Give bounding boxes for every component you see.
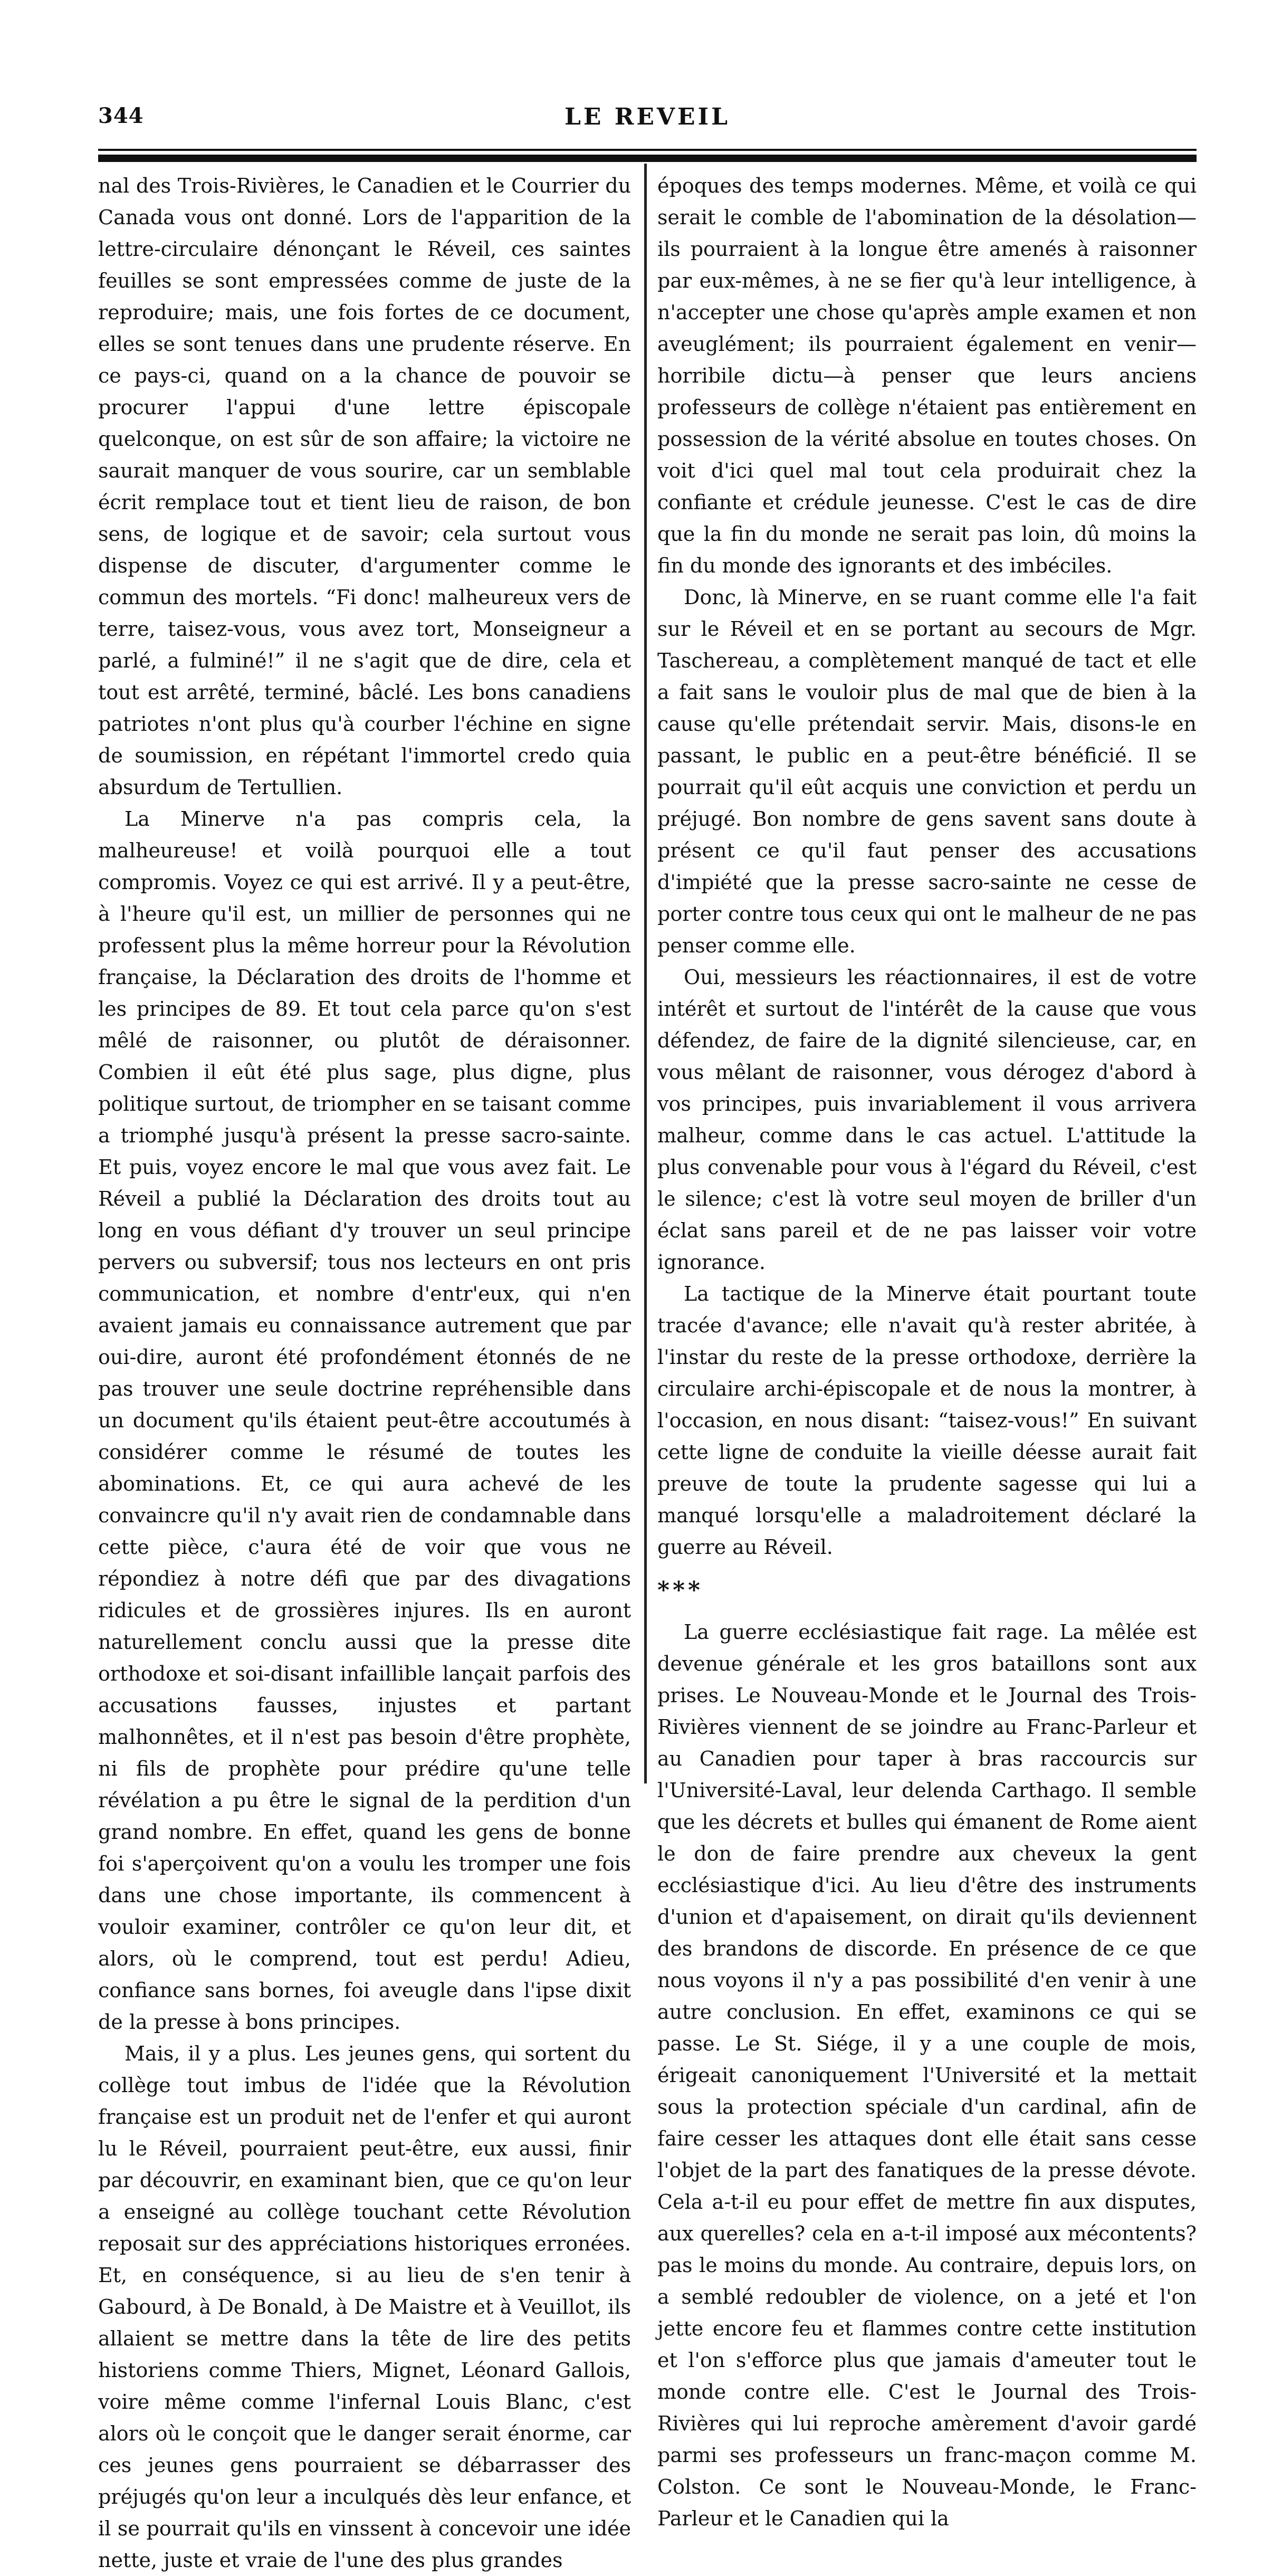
header-rule-thick (98, 155, 1197, 162)
right-paragraph-2: Donc, là Minerve, en se ruant comme elle l'a fait sur le Réveil et en se portant au secours de Mgr. Taschereau, a complètement manqué de tact et elle a fait sans le vouloir plus de mal que de bien à la cause qu'elle prétendait servir. Mais, disons-le en passant, le public en a peut-être bénéficié. Il se pourrait qu'il eût acquis une conviction et perdu un préjugé. Bon nombre de gens savent sans doute à présent ce qu'il faut penser des accusations d'impiété que la presse sacro-sainte ne cesse de porter contre tous ceux qui ont le malheur de ne pas penser comme elle. (657, 586, 1197, 957)
right-paragraph-4: La tactique de la Minerve était pourtant toute tracée d'avance; elle n'avait qu'à rester abritée, à l'instar du reste de la presse orthodoxe, derrière la circulaire archi-épiscopale et de nous la montrer, à l'occasion, en nous disant: “taisez-vous!” En suivant cette ligne de conduite la vieille déesse aurait fait preuve de toute la prudente sagesse qui lui a manqué lorsqu'elle a maladroitement déclaré la guerre au Réveil. (657, 1282, 1197, 1559)
left-paragraph-3: Mais, il y a plus. Les jeunes gens, qui sortent du collège tout imbus de l'idée que la Révolution française est un produit net de l'enfer et qui auront lu le Réveil, pourraient peut-être, eux aussi, finir par découvrir, en examinant bien, que ce qu'on leur a enseigné au collège touchant cette Révolution reposait sur des appréciations historiques erronées. Et, en conséquence, si au lieu de s'en tenir à Gabourd, à De Bonald, à De Maistre et à Veuillot, ils allaient se mettre dans la tête de lire des petits historiens comme Thiers, Mignet, Léonard Gallois, voire même comme l'infernal Louis Blanc, c'est alors où le conçoit que le danger serait énorme, car ces jeunes gens pourraient se débarrasser des préjugés qu'on leur a inculqués dès leur enfance, et il se pourrait qu'ils en vinssent à concevoir une idée nette, juste et vraie de l'une des plus grandes (98, 2042, 631, 2572)
left-column (98, 170, 631, 2572)
page-header (98, 103, 1197, 135)
right-paragraph-5: La guerre ecclésiastique fait rage. La mêlée est devenue générale et les gros bataillons sont aux prises. Le Nouveau-Monde et le Journal des Trois-Rivières viennent de se joindre au Franc-Parleur et au Canadien pour taper à bras raccourcis sur l'Université-Laval, leur delenda Carthago. Il semble que les décrets et bulles qui émanent de Rome aient le don de faire prendre aux cheveux la gent ecclésiastique d'ici. Au lieu d'être des instruments d'union et d'apaisement, on dirait qu'ils deviennent des brandons de discorde. En présence de ce que nous voyons il n'y a pas possibilité d'en venir à une autre conclusion. En effet, examinons ce qui se passe. Le St. Siége, il y a une couple de mois, érigeait canoniquement l'Université et la mettait sous la protection spéciale d'un cardinal, afin de faire cesser les attaques dont elle était sans cesse l'objet de la part des fanatiques de la presse dévote. Cela a-t-il eu pour effet de mettre fin aux disputes, aux querelles? cela en a-t-il imposé aux mécontents? pas le moins du monde. Au contraire, depuis lors, on a semblé redoubler de violence, on a jeté et l'on jette encore feu et flammes contre cette institution et l'on s'efforce plus que jamais d'ameuter tout le monde contre elle. C'est le Journal des Trois-Rivières qui lui reproche amèrement d'avoir gardé parmi ses professeurs un franc-maçon comme M. Colston. Ce sont le Nouveau-Monde, le Franc-Parleur et le Canadien qui la (657, 1620, 1197, 2530)
left-paragraph-1: nal des Trois-Rivières, le Canadien et le Courrier du Canada vous ont donné. Lors de l'apparition de la lettre-circulaire dénonçant le Réveil, ces saintes feuilles se sont empressées comme de juste de la reproduire; mais, une fois fortes de ce document, elles se sont tenues dans une prudente réserve. En ce pays-ci, quand on a la chance de pouvoir se procurer l'appui d'une lettre épiscopale quelconque, on est sûr de son affaire; la victoire ne saurait manquer de vous sourire, car un semblable écrit remplace tout et tient lieu de raison, de bon sens, de logique et de savoir; cela surtout vous dispense de discuter, d'argumenter comme le commun des mortels. “Fi donc! malheureux vers de terre, taisez-vous, vous avez tort, Monseigneur a parlé, a fulminé!” il ne s'agit que de dire, cela et tout est arrêté, terminé, bâclé. Les bons canadiens patriotes n'ont plus qu'à courber l'échine en signe de soumission, en répétant l'immortel credo quia absurdum de Tertullien. (98, 174, 631, 799)
running-title: LE REVEIL (564, 103, 731, 130)
column-divider (644, 164, 647, 1783)
right-column (657, 170, 1197, 2530)
right-paragraph-1: époques des temps modernes. Même, et voilà ce qui serait le comble de l'abomination de la désolation—ils pourraient à la longue être amenés à raisonner par eux-mêmes, à ne se fier qu'à leur intelligence, à n'accepter une chose qu'après ample examen et non aveuglément; ils pourraient également en venir—horribile dictu—à penser que leurs anciens professeurs de collège n'étaient pas entièrement en possession de la vérité absolue en toutes choses. On voit d'ici quel mal tout cela produirait chez la confiante et crédule jeunesse. C'est le cas de dire que la fin du monde ne serait pas loin, dû moins la fin du monde des ignorants et des imbéciles. (657, 174, 1197, 577)
right-paragraph-3: Oui, messieurs les réactionnaires, il est de votre intérêt et surtout de l'intérêt de la cause que vous défendez, de faire de la dignité silencieuse, car, en vous mêlant de raisonner, vous dérogez d'abord à vos principes, puis invariablement il vous arrivera malheur, comme dans le cas actuel. L'attitude la plus convenable pour vous à l'égard du Réveil, c'est le silence; c'est là votre seul moyen de briller d'un éclat sans pareil et de ne pas laisser voir votre ignorance. (657, 966, 1197, 1274)
header-rule-thin (98, 149, 1197, 151)
page-number: 344 (98, 103, 144, 128)
left-paragraph-2: La Minerve n'a pas compris cela, la malheureuse! et voilà pourquoi elle a tout compromis. Voyez ce qui est arrivé. Il y a peut-être, à l'heure qu'il est, un millier de personnes qui ne professent plus la même horreur pour la Révolution française, la Déclaration des droits de l'homme et les principes de 89. Et tout cela parce qu'on s'est mêlé de raisonner, ou plutôt de déraisonner. Combien il eût été plus sage, plus digne, plus politique surtout, de triompher en se taisant comme a triomphé jusqu'à présent la presse sacro-sainte. Et puis, voyez encore le mal que vous avez fait. Le Réveil a publié la Déclaration des droits tout au long en vous défiant d'y trouver un seul principe pervers ou subversif; tous nos lecteurs en ont pris communication, et nombre d'entr'eux, qui n'en avaient jamais eu connaissance autrement que par oui-dire, auront été profondément étonnés de ne pas trouver une seule doctrine repréhensible dans un document qu'ils étaient peut-être accoutumés à considérer comme le résumé de toutes les abominations. Et, ce qui aura achevé de les convaincre qu'il n'y avait rien de condamnable dans cette pièce, c'aura été de voir que vous ne répondiez à notre défi que par des divagations ridicules et de grossières injures. Ils en auront naturellement conclu aussi que la presse dite orthodoxe et soi-disant infaillible lançait parfois des accusations fausses, injustes et partant malhonnêtes, et il n'est pas besoin d'être prophète, ni fils de prophète pour prédire qu'une telle révélation a pu être le signal de la perdition d'un grand nombre. En effet, quand les gens de bonne foi s'aperçoivent qu'on a voulu les tromper une fois dans une chose importante, ils commencent à vouloir examiner, contrôler ce qu'on leur dit, et alors, où le comprend, tout est perdu! Adieu, confiance sans bornes, foi aveugle dans l'ipse dixit de la presse à bons principes. (98, 807, 631, 2034)
asterism: *** (657, 1577, 704, 1604)
section-separator (657, 1575, 1197, 1607)
